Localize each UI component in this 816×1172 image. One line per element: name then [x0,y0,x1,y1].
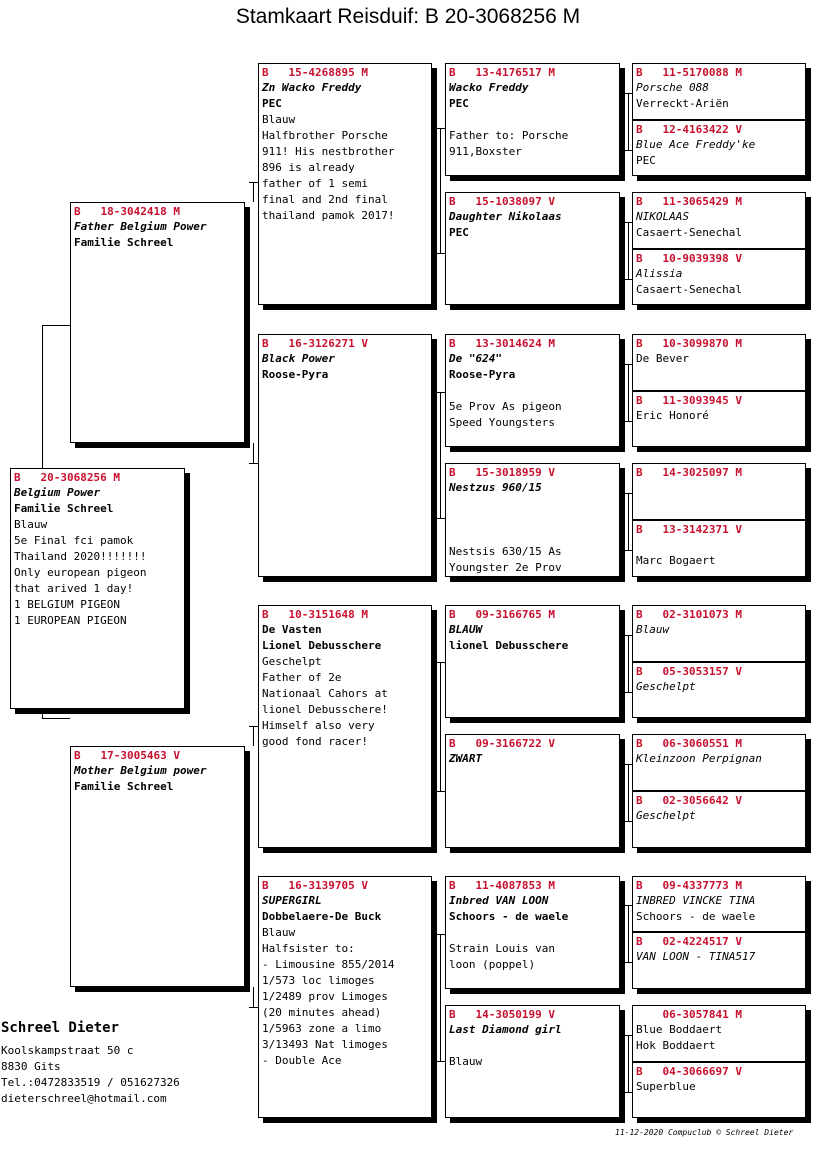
pigeon-name: NIKOLAAS [636,210,689,223]
ring-number: B 16-3126271 V [262,337,368,350]
ring-number: B 10-3151648 M [262,608,368,621]
info-line [449,512,616,528]
info-line: Nestsis 630/15 As [449,545,562,558]
breeder: lionel Debusschere [449,639,569,652]
ring-number: B 15-4268895 M [262,66,368,79]
breeder: Roose-Pyra [449,368,516,381]
breeder: PEC [449,97,469,110]
ring-number: B 11-3065429 M [636,195,742,208]
pigeon-name: Blue Boddaert [636,1023,723,1036]
pigeon-card-g9[interactable] [632,605,806,662]
pigeon-card-g8[interactable] [632,520,806,577]
pigeon-name: Belgium Power [14,486,101,499]
info-line: that arived 1 day! [14,582,134,595]
ring-number: B 14-3025097 M [636,466,742,479]
breeder: Marc Bogaert [636,554,716,567]
connector [253,182,254,202]
info-line: Himself also very [262,719,375,732]
info-line: thailand pamok 2017! [262,209,395,222]
pigeon-name: De Vasten [262,623,322,636]
pigeon-card-subject[interactable] [10,468,185,709]
pigeon-name: Father Belgium Power [74,220,207,233]
page-title: Stamkaart Reisduif: B 20-3068256 M [235,5,581,28]
connector [440,934,441,1062]
pigeon-name: Mother Belgium power [74,764,207,777]
owner-street: Koolskampstraat 50 c [1,1044,134,1057]
connector [42,718,70,719]
pigeon-name: VAN LOON - TINA517 [636,950,756,963]
info-line: 1/5963 zone a limo [262,1022,382,1035]
info-line [449,528,616,544]
owner-email[interactable]: dieterschreel@hotmail.com [1,1092,167,1105]
info-line: final and 2nd final [262,193,388,206]
info-line [449,1038,616,1054]
connector [628,635,629,693]
pigeon-name: INBRED VINCKE TINA [636,894,756,907]
breeder: Familie Schreel [14,502,114,515]
info-line: 1 BELGIUM PIGEON [14,598,120,611]
pigeon-name: Nestzus 960/15 [449,481,542,494]
pigeon-name: Kleinzoon Perpignan [636,752,762,765]
pigeon-name: Black Power [262,352,335,365]
info-line [449,383,616,399]
info-line: good fond racer! [262,735,368,748]
breeder: Schoors - de waele [636,910,756,923]
info-line: lionel Debusschere! [262,703,388,716]
info-line: 5e Final fci pamok [14,534,134,547]
ring-number: B 16-3139705 V [262,879,368,892]
info-line: 5e Prov As pigeon [449,400,562,413]
breeder: PEC [636,154,656,167]
pigeon-card-mmf[interactable] [445,876,620,989]
ring-number: B 10-3099870 M [636,337,742,350]
breeder: Roose-Pyra [262,368,329,381]
pigeon-card-fmm[interactable] [445,463,620,577]
ring-number: B 06-3060551 M [636,737,742,750]
info-line [449,925,616,941]
pigeon-card-g15[interactable] [632,1005,806,1062]
ring-number: B 05-3053157 V [636,665,742,678]
info-line: father of 1 semi [262,177,368,190]
ring-number: B 15-1038097 V [449,195,555,208]
pigeon-card-ffm[interactable] [445,192,620,305]
info-line: 911,Boxster [449,145,522,158]
info-line: 1/573 loc limoges [262,974,375,987]
ring-number: B 14-3050199 V [449,1008,555,1021]
connector [42,709,43,719]
connector [253,987,254,1007]
breeder: Casaert-Senechal [636,226,742,239]
pigeon-card-g3[interactable] [632,192,806,249]
ring-number: B 02-3056642 V [636,794,742,807]
connector [628,1035,629,1093]
info-line [636,537,802,553]
connector [440,128,441,254]
pigeon-card-fff[interactable] [445,63,620,176]
ring-number: B 15-3018959 V [449,466,555,479]
pigeon-card-father-father[interactable] [258,63,432,305]
pigeon-card-g10[interactable] [632,662,806,718]
connector [249,463,258,464]
pigeon-card-mother[interactable] [70,746,245,987]
pigeon-card-mff[interactable] [445,605,620,718]
pigeon-name: De "624" [449,352,502,365]
info-line: 3/13493 Nat limoges [262,1038,388,1051]
pigeon-card-g2[interactable] [632,120,806,176]
pigeon-name: Eric Honoré [636,409,709,422]
pigeon-card-g12[interactable] [632,791,806,848]
pigeon-card-mmm[interactable] [445,1005,620,1118]
pigeon-name: Inbred VAN LOON [449,894,549,907]
ring-number: B 13-4176517 M [449,66,555,79]
ring-number: B 02-4224517 V [636,935,742,948]
connector [628,905,629,963]
pigeon-card-g5[interactable] [632,334,806,391]
info-line: (20 minutes ahead) [262,1006,382,1019]
pigeon-card-g13[interactable] [632,876,806,932]
pigeon-card-g16[interactable] [632,1062,806,1118]
connector [249,1007,258,1008]
info-line: Blauw [262,926,296,939]
info-line: Blauw [262,113,296,126]
owner-city: 8830 Gits [1,1060,61,1073]
ring-number: B 10-9039398 V [636,252,742,265]
info-line: 1 EUROPEAN PIGEON [14,614,127,627]
pigeon-card-father-mother[interactable] [258,334,432,577]
footer-credit: 11-12-2020 Compuclub © Schreel Dieter [615,1128,794,1137]
pigeon-card-g11[interactable] [632,734,806,791]
info-line: Only european pigeon [14,566,147,579]
breeder: PEC [449,226,469,239]
ring-number: B 09-3166765 M [449,608,555,621]
pigeon-card-g7[interactable] [632,463,806,520]
pigeon-name: Last Diamond girl [449,1023,562,1036]
info-line: Speed Youngsters [449,416,555,429]
info-line: loon (poppel) [449,958,536,971]
ring-number: B 13-3014624 M [449,337,555,350]
pigeon-name: ZWART [449,752,483,765]
ring-number: B 09-4337773 M [636,879,742,892]
pigeon-name: Wacko Freddy [449,81,529,94]
ring-number: B 13-3142371 V [636,523,742,536]
pigeon-card-mfm[interactable] [445,734,620,848]
info-line: - Double Ace [262,1054,342,1067]
pigeon-name: De Bever [636,352,689,365]
pigeon-name: SUPERGIRL [262,894,322,907]
connector [42,325,70,326]
ring-number: 06-3057841 M [636,1008,742,1021]
info-line: 1/2489 prov Limoges [262,990,388,1003]
connector [440,662,441,792]
connector [628,222,629,280]
info-line: Strain Louis van [449,942,555,955]
breeder: Hok Boddaert [636,1039,716,1052]
info-line: Halfbrother Porsche [262,129,388,142]
ring-number: B 11-5170088 M [636,66,742,79]
info-line [449,496,616,512]
ring-number: B 20-3068256 M [14,471,120,484]
info-line: Youngster 2e Prov [449,561,562,574]
owner-name: Schreel Dieter [1,1020,120,1036]
info-line: 896 is already [262,161,355,174]
breeder: Lionel Debusschere [262,639,382,652]
connector [253,443,254,463]
info-line: Blauw [14,518,48,531]
pigeon-name: Alissia [636,267,683,280]
pigeon-name: Zn Wacko Freddy [262,81,362,94]
pigeon-name: Porsche 088 [636,81,709,94]
ring-number: B 18-3042418 M [74,205,180,218]
pigeon-name: Superblue [636,1080,696,1093]
connector [628,493,629,551]
breeder: PEC [262,97,282,110]
ring-number: B 11-4087853 M [449,879,555,892]
connector [628,364,629,422]
breeder: Dobbelaere-De Buck [262,910,382,923]
info-line: Thailand 2020!!!!!!! [14,550,147,563]
info-line [449,112,616,128]
ring-number: B 09-3166722 V [449,737,555,750]
info-line: Geschelpt [262,655,322,668]
pigeon-card-fmf[interactable] [445,334,620,447]
pigeon-name: BLAUW [449,623,483,636]
info-line: Nationaal Cahors at [262,687,388,700]
pigeon-card-g1[interactable] [632,63,806,120]
pigeon-name: Geschelpt [636,809,696,822]
breeder: Familie Schreel [74,780,174,793]
owner-phone: Tel.:0472833519 / 051627326 [1,1076,180,1089]
info-line: Father to: Porsche [449,129,569,142]
connector [628,93,629,151]
ring-number: B 02-3101073 M [636,608,742,621]
pigeon-name: Blauw [636,623,670,636]
pigeon-name: Geschelpt [636,680,696,693]
ring-number: B 04-3066697 V [636,1065,742,1078]
breeder: Casaert-Senechal [636,283,742,296]
pigeon-card-g6[interactable] [632,391,806,447]
ring-number: B 12-4163422 V [636,123,742,136]
info-line: Blauw [449,1055,483,1068]
pigeon-card-mother-father[interactable] [258,605,432,848]
info-line: 911! His nestbrother [262,145,395,158]
info-line: Halfsister to: [262,942,355,955]
breeder: Schoors - de waele [449,910,569,923]
breeder: Familie Schreel [74,236,174,249]
ring-number: B 11-3093945 V [636,394,742,407]
info-line: Father of 2e [262,671,342,684]
pigeon-name: Blue Ace Freddy'ke [636,138,756,151]
connector [440,392,441,519]
pigeon-card-father[interactable] [70,202,245,443]
pigeon-card-g14[interactable] [632,932,806,989]
breeder: Verreckt-Ariën [636,97,729,110]
ring-number: B 17-3005463 V [74,749,180,762]
pigeon-card-g4[interactable] [632,249,806,305]
pigeon-card-mother-mother[interactable] [258,876,432,1118]
connector [628,764,629,822]
info-line: - Limousine 855/2014 [262,958,395,971]
connector [253,726,254,746]
connector [42,325,43,468]
pigeon-name: Daughter Nikolaas [449,210,562,223]
